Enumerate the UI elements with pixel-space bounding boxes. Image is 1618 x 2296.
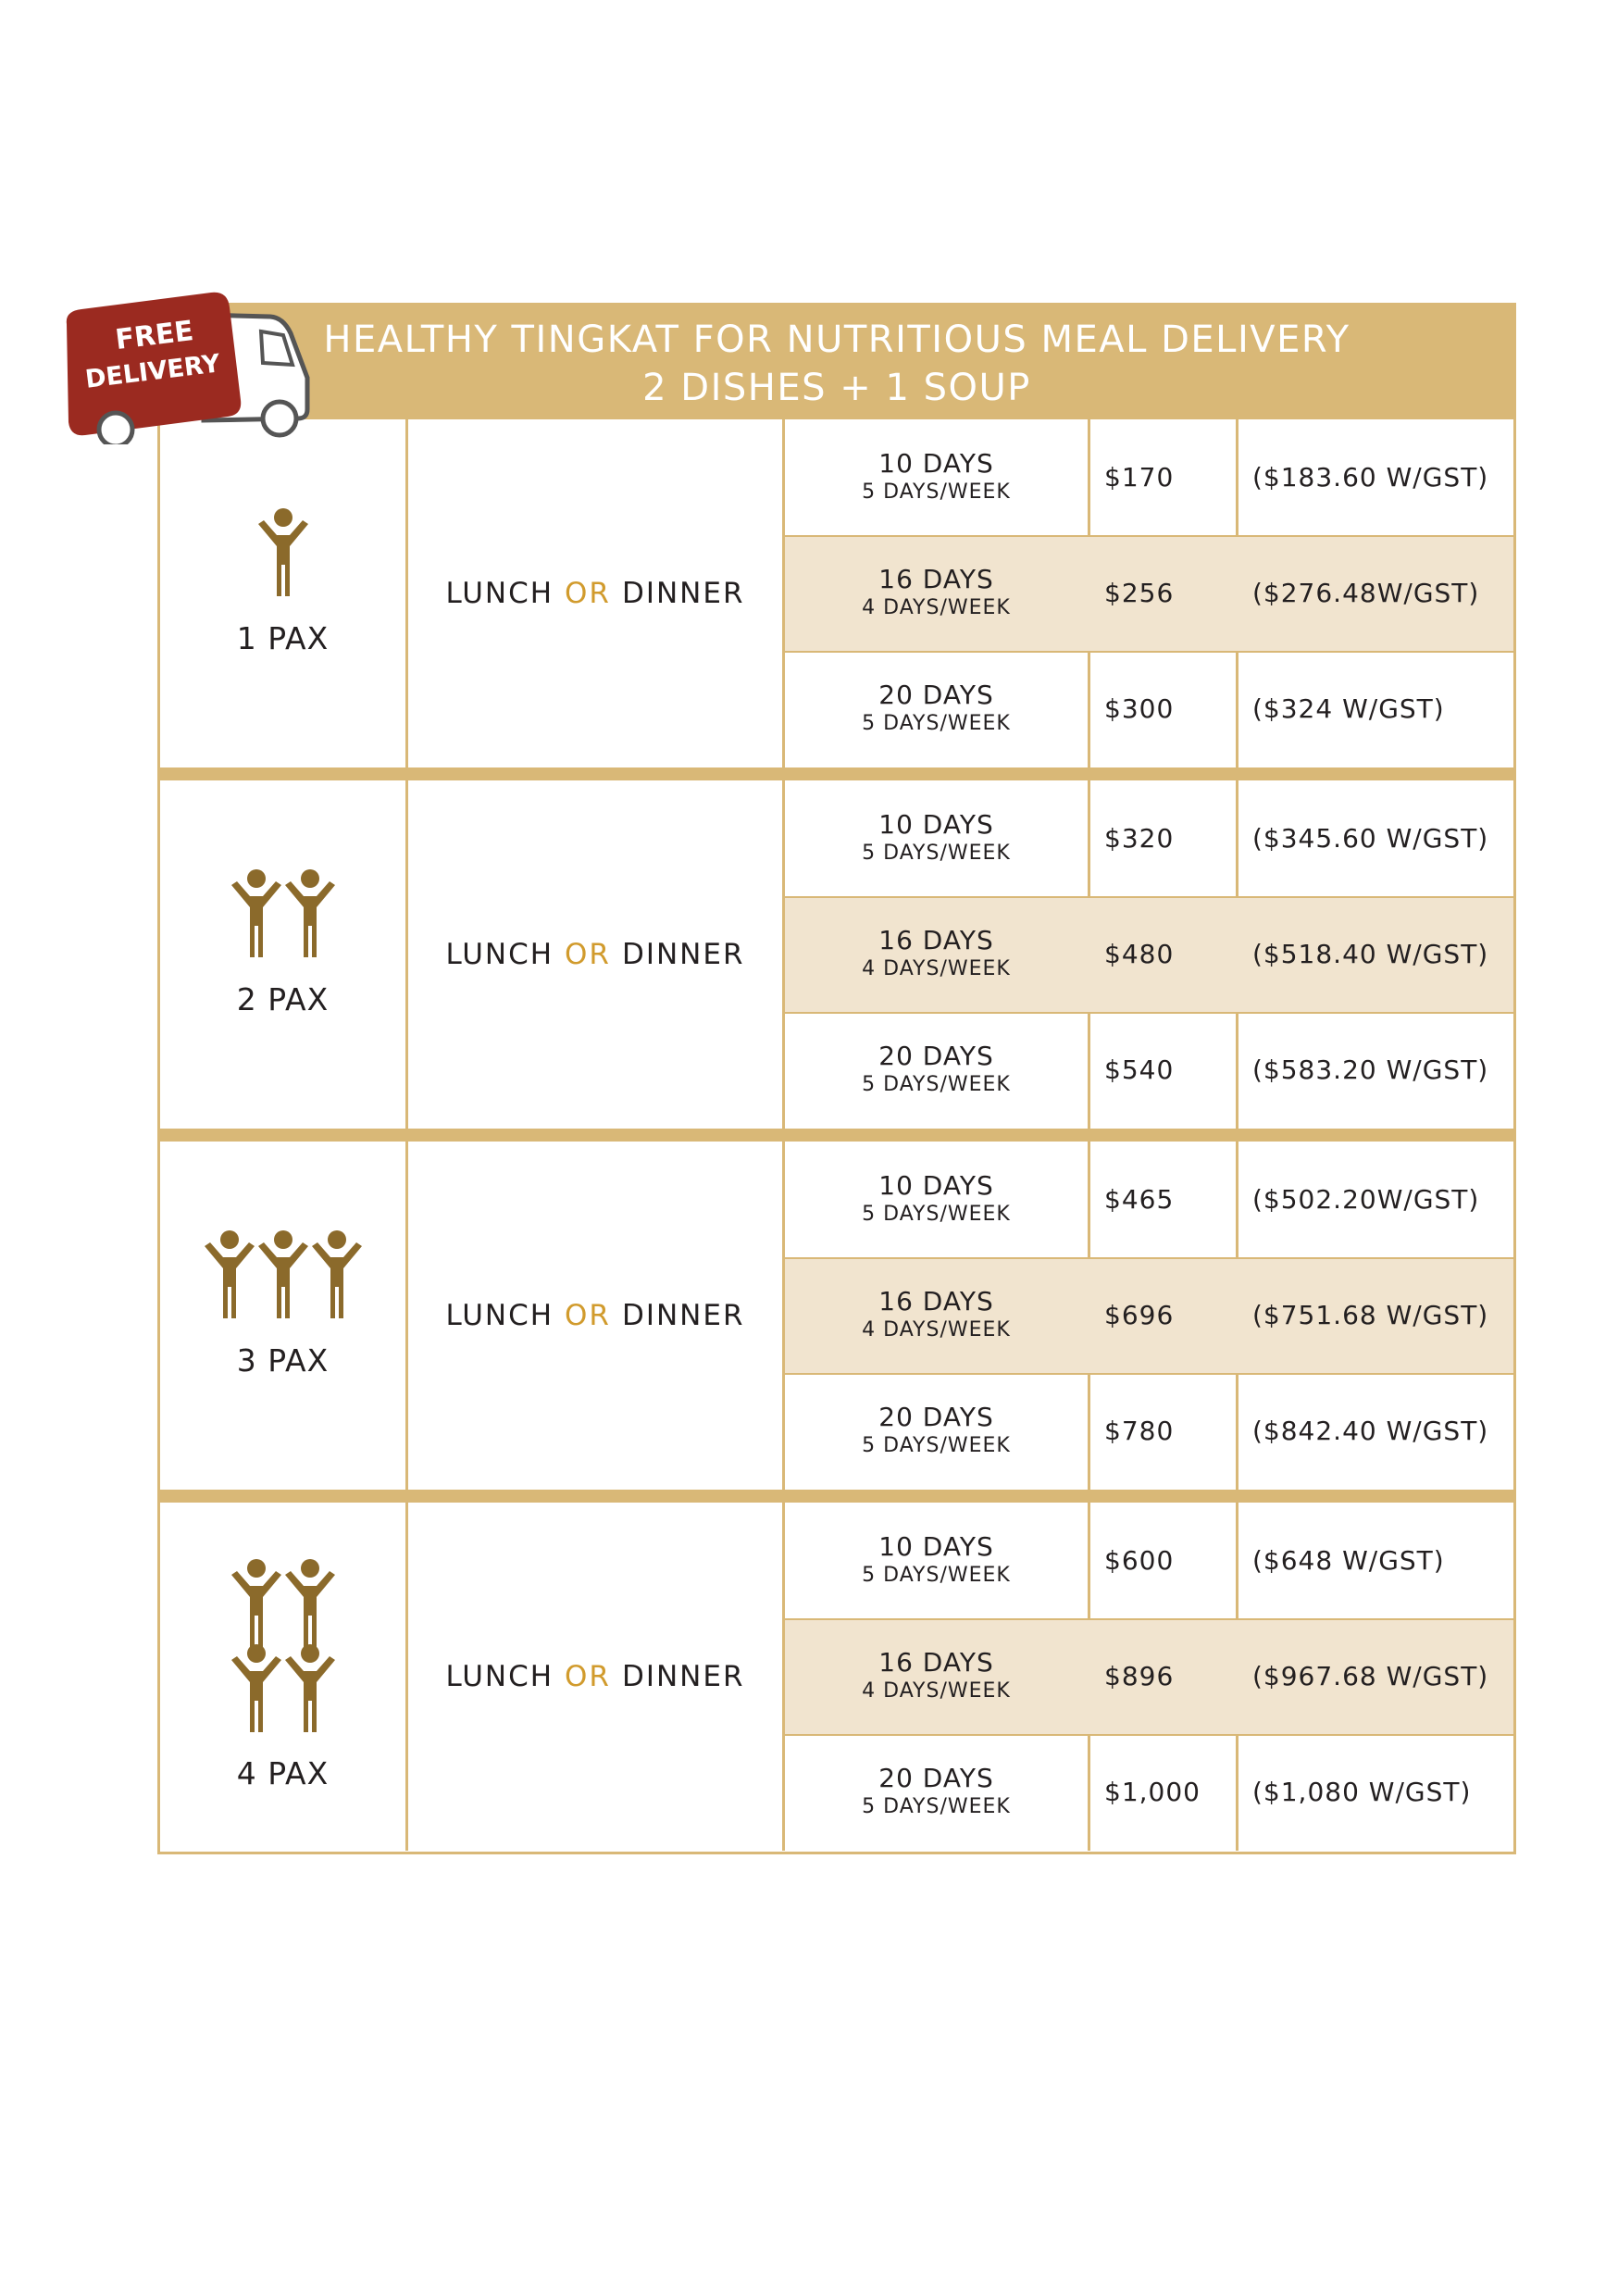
price: $1,000: [1104, 1777, 1201, 1807]
days-per-week: 5 DAYS/WEEK: [862, 480, 1011, 504]
price-with-gst: ($583.20 W/GST): [1252, 1054, 1489, 1085]
price-with-gst: ($345.60 W/GST): [1252, 823, 1489, 854]
badge-line-1: FREE: [113, 315, 195, 357]
duration-cell: [785, 780, 1088, 896]
person-icon: [310, 1229, 364, 1320]
people-icons: [160, 507, 405, 600]
person-icon: [283, 1643, 337, 1734]
days-count: 16 DAYS: [878, 563, 994, 594]
meal-or: OR: [565, 1660, 611, 1693]
pax-label: 2 PAX: [236, 981, 330, 1017]
price-row: [785, 896, 1513, 1012]
days-per-week: 5 DAYS/WEEK: [862, 841, 1011, 865]
pax-cell: [160, 1503, 405, 1851]
price-with-gst: ($648 W/GST): [1252, 1545, 1445, 1576]
days-count: 10 DAYS: [878, 1530, 994, 1562]
meal-lunch: LUNCH: [445, 577, 554, 610]
header-subtitle: 2 DISHES + 1 SOUP: [642, 367, 1031, 409]
pax-group: [160, 1142, 1513, 1490]
price-row: [785, 1257, 1513, 1373]
free-delivery-badge: [65, 289, 315, 444]
price: $600: [1104, 1545, 1175, 1576]
pax-group: [160, 419, 1513, 767]
person-icon: [230, 1558, 283, 1649]
days-per-week: 5 DAYS/WEEK: [862, 1563, 1011, 1587]
duration-cell: [785, 1257, 1088, 1373]
people-icons: [160, 1558, 405, 1736]
truck-wheel-icon: [99, 413, 132, 444]
meal-dinner: DINNER: [621, 577, 745, 610]
duration-cell: [785, 1618, 1088, 1734]
meal-option: [408, 780, 782, 1129]
price-row: [785, 1618, 1513, 1734]
person-icon: [230, 1643, 283, 1734]
price: $320: [1104, 823, 1175, 854]
person-icon: [283, 868, 337, 959]
price-row: [785, 1012, 1513, 1128]
days-per-week: 5 DAYS/WEEK: [862, 1794, 1011, 1818]
days-per-week: 4 DAYS/WEEK: [862, 956, 1011, 980]
price-row: [785, 1734, 1513, 1850]
people-icons: [160, 1229, 405, 1322]
price: $540: [1104, 1054, 1175, 1085]
person-icon: [256, 1229, 310, 1320]
meal-option: [408, 419, 782, 767]
price-with-gst: ($183.60 W/GST): [1252, 462, 1489, 493]
duration-cell: [785, 1142, 1088, 1257]
days-count: 20 DAYS: [878, 1401, 994, 1432]
price-row: [785, 419, 1513, 535]
meal-lunch: LUNCH: [445, 938, 554, 971]
meal-or: OR: [565, 938, 611, 971]
price-with-gst: ($1,080 W/GST): [1252, 1777, 1472, 1807]
pax-label: 1 PAX: [236, 620, 330, 656]
people-icons: [160, 868, 405, 961]
price-row: [785, 1503, 1513, 1618]
meal-or: OR: [565, 577, 611, 610]
group-separator: [160, 1129, 1513, 1142]
price: $780: [1104, 1416, 1175, 1446]
meal-lunch: LUNCH: [445, 1660, 554, 1693]
price: $465: [1104, 1184, 1175, 1215]
meal-lunch: LUNCH: [445, 1299, 554, 1332]
days-count: 20 DAYS: [878, 1762, 994, 1793]
days-per-week: 4 DAYS/WEEK: [862, 1317, 1011, 1341]
duration-cell: [785, 1503, 1088, 1618]
badge-line-2: DELIVERY: [83, 349, 222, 394]
person-icon: [283, 1558, 337, 1649]
price-row: [785, 651, 1513, 767]
duration-cell: [785, 651, 1088, 767]
price-with-gst: ($967.68 W/GST): [1252, 1661, 1489, 1691]
person-icon: [230, 868, 283, 959]
header-title: HEALTHY TINGKAT FOR NUTRITIOUS MEAL DELIVERY: [323, 318, 1350, 361]
meal-dinner: DINNER: [621, 1299, 745, 1332]
days-per-week: 4 DAYS/WEEK: [862, 1678, 1011, 1703]
price: $696: [1104, 1300, 1175, 1330]
pax-label: 4 PAX: [236, 1755, 330, 1791]
group-separator: [160, 767, 1513, 780]
days-count: 10 DAYS: [878, 447, 994, 479]
duration-cell: [785, 1012, 1088, 1128]
duration-cell: [785, 535, 1088, 651]
price-with-gst: ($751.68 W/GST): [1252, 1300, 1489, 1330]
person-icon: [256, 507, 310, 598]
days-count: 10 DAYS: [878, 1169, 994, 1201]
meal-option: [408, 1142, 782, 1490]
person-icon: [203, 1229, 256, 1320]
duration-cell: [785, 896, 1088, 1012]
price: $480: [1104, 939, 1175, 969]
days-per-week: 5 DAYS/WEEK: [862, 711, 1011, 735]
days-per-week: 4 DAYS/WEEK: [862, 595, 1011, 619]
duration-cell: [785, 1373, 1088, 1489]
price-with-gst: ($502.20W/GST): [1252, 1184, 1480, 1215]
price: $300: [1104, 693, 1175, 724]
price-with-gst: ($276.48W/GST): [1252, 578, 1480, 608]
price-row: [785, 1373, 1513, 1489]
duration-cell: [785, 1734, 1088, 1850]
days-count: 20 DAYS: [878, 679, 994, 710]
price-with-gst: ($842.40 W/GST): [1252, 1416, 1489, 1446]
days-count: 16 DAYS: [878, 1285, 994, 1316]
pax-cell: [160, 780, 405, 1129]
days-per-week: 5 DAYS/WEEK: [862, 1202, 1011, 1226]
days-count: 16 DAYS: [878, 1646, 994, 1678]
group-separator: [160, 1490, 1513, 1503]
price-with-gst: ($324 W/GST): [1252, 693, 1445, 724]
price-row: [785, 535, 1513, 651]
meal-or: OR: [565, 1299, 611, 1332]
pax-label: 3 PAX: [236, 1342, 330, 1379]
pax-cell: [160, 1142, 405, 1490]
meal-dinner: DINNER: [621, 1660, 745, 1693]
days-count: 16 DAYS: [878, 924, 994, 955]
days-count: 20 DAYS: [878, 1040, 994, 1071]
table-header: [157, 303, 1516, 419]
price: $256: [1104, 578, 1175, 608]
meal-dinner: DINNER: [621, 938, 745, 971]
days-per-week: 5 DAYS/WEEK: [862, 1072, 1011, 1096]
pax-group: [160, 780, 1513, 1129]
days-count: 10 DAYS: [878, 808, 994, 840]
days-per-week: 5 DAYS/WEEK: [862, 1433, 1011, 1457]
price-row: [785, 780, 1513, 896]
pricing-table: [157, 419, 1516, 1854]
price-with-gst: ($518.40 W/GST): [1252, 939, 1489, 969]
price: $896: [1104, 1661, 1175, 1691]
price: $170: [1104, 462, 1175, 493]
price-row: [785, 1142, 1513, 1257]
pax-group: [160, 1503, 1513, 1851]
pax-cell: [160, 419, 405, 767]
meal-option: [408, 1503, 782, 1851]
duration-cell: [785, 419, 1088, 535]
